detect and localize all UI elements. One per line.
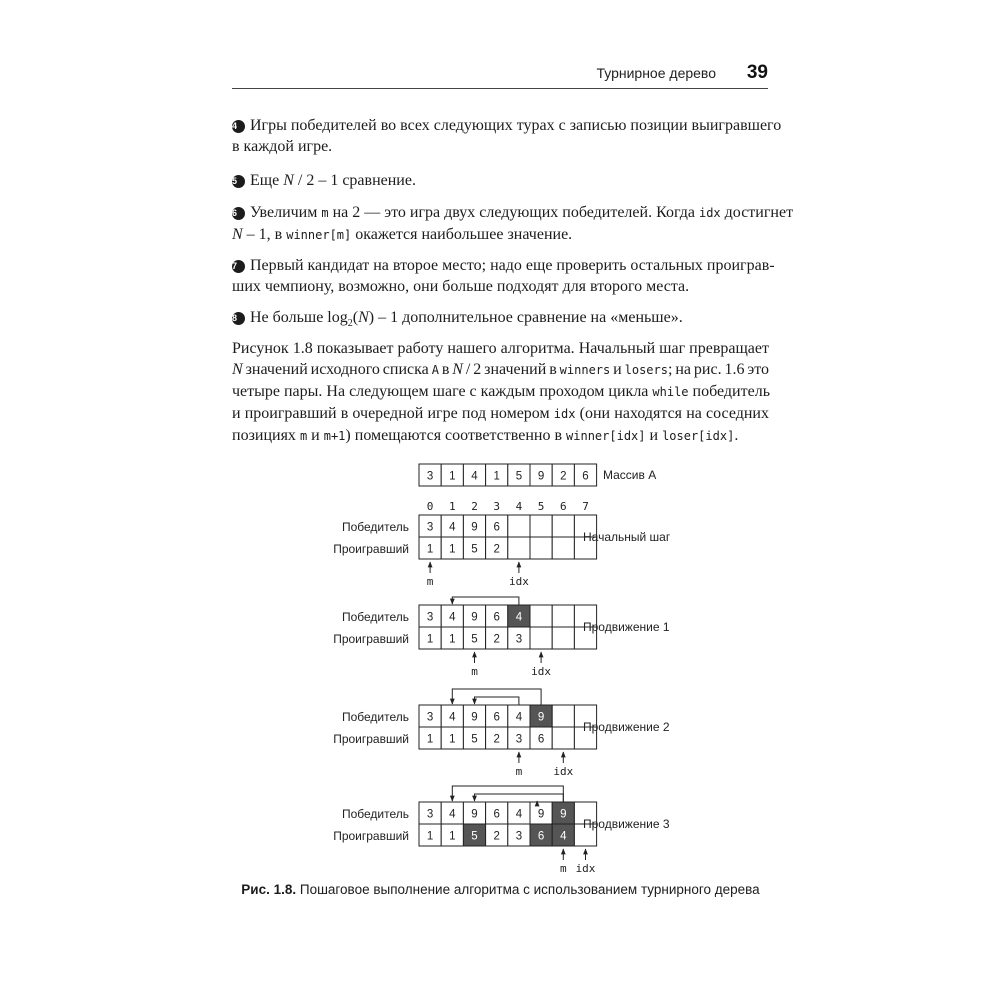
note-6-line-2: N – 1, в winner[m] окажется наибольшее значение. xyxy=(232,226,573,243)
step-0-loser-cell-6-box xyxy=(552,537,574,559)
step-2-loser-cell-6-box xyxy=(552,727,574,749)
step-0-loser-label: Проигравший xyxy=(333,542,409,556)
step-3-loser-cell-5-value: 6 xyxy=(537,830,545,843)
step-1-loser-label: Проигравший xyxy=(333,632,409,646)
index-label-3: 3 xyxy=(493,500,501,513)
step-2-promotion-arrow-1 xyxy=(475,697,519,705)
step-3-promotion-arrow-1 xyxy=(475,794,564,802)
note-5-line-1: 5 Еще N / 2 – 1 сравнение. xyxy=(232,172,416,189)
step-3-loser-cell-2-value: 5 xyxy=(471,830,478,843)
step-3-loser-cell-4-value: 3 xyxy=(515,830,523,843)
step-1-winner-cell-5-box xyxy=(530,605,552,627)
step-1-loser-cell-0-value: 1 xyxy=(426,633,434,646)
step-0-m-pointer-label: m xyxy=(426,575,434,588)
step-1-winner-cell-1-value: 4 xyxy=(449,611,456,624)
index-label-5: 5 xyxy=(537,500,545,513)
step-0-loser-cell-4-box xyxy=(508,537,530,559)
step-2-winner-cell-0-value: 3 xyxy=(426,711,434,724)
body-line-2: N значений исходного списка A в N / 2 значений в winners и losers; на рис. 1.6 это xyxy=(232,361,770,378)
array-a-cell-3-value: 1 xyxy=(493,470,500,483)
step-3-idx-pointer-label: idx xyxy=(575,862,596,875)
step-1-promotion-arrow-0 xyxy=(452,597,519,605)
step-1-idx-pointer-label: idx xyxy=(531,665,552,678)
array-a-cell-6-value: 2 xyxy=(560,470,567,483)
note-7 xyxy=(232,255,775,297)
note-6-line-1: 6 Увеличим m на 2 — это игра двух следующих победителей. Когда idx достигнет xyxy=(232,204,794,221)
step-2-winner-cell-4-value: 4 xyxy=(515,711,523,724)
note-7-number: 7 xyxy=(232,260,245,273)
step-2-winner-cell-3-value: 6 xyxy=(493,711,500,724)
step-1-loser-cell-2-value: 5 xyxy=(471,633,478,646)
body-line-4: и проигравший в очередной игре под номером idx (они находятся на соседних xyxy=(232,405,769,422)
array-a-cell-2-value: 4 xyxy=(471,470,478,483)
step-0-loser-cell-0-value: 1 xyxy=(426,543,434,556)
array-a-cell-5-value: 9 xyxy=(537,470,545,483)
step-2-winner-cell-6-box xyxy=(552,705,574,727)
step-0-winner-cell-5-box xyxy=(530,515,552,537)
step-3-loser-cell-0-value: 1 xyxy=(426,830,434,843)
step-3-label: Продвижение 3 xyxy=(583,817,670,831)
note-4-number: 4 xyxy=(232,120,245,133)
step-2-loser-cell-3-value: 2 xyxy=(493,733,500,746)
step-0-idx-pointer-label: idx xyxy=(508,575,529,588)
body-line-1: Рисунок 1.8 показывает работу нашего алгоритма. Начальный шаг превращает xyxy=(232,340,769,357)
page-number: 39 xyxy=(746,62,768,83)
step-0-winner-label: Победитель xyxy=(341,520,409,534)
note-8-number: 8 xyxy=(232,312,245,325)
step-3-promotion-arrow-2 xyxy=(537,801,545,802)
running-title: Турнирное дерево xyxy=(596,65,716,81)
index-label-1: 1 xyxy=(448,500,456,513)
array-a-cell-0-value: 3 xyxy=(426,470,434,483)
step-0-loser-cell-2-value: 5 xyxy=(471,543,478,556)
array-a-label: Массив А xyxy=(603,468,657,482)
step-2-winner-cell-1-value: 4 xyxy=(449,711,456,724)
note-4 xyxy=(232,115,782,157)
step-3-winner-cell-5-value: 9 xyxy=(537,808,545,821)
step-2-m-pointer-label: m xyxy=(515,765,523,778)
step-2-loser-cell-5-value: 6 xyxy=(537,733,545,746)
step-2-idx-pointer-label: idx xyxy=(553,765,574,778)
index-label-2: 2 xyxy=(471,500,478,513)
note-7-line-1: 7 Первый кандидат на второе место; надо еще проверить остальных проиграв- xyxy=(232,257,775,274)
step-2-loser-cell-4-value: 3 xyxy=(515,733,523,746)
array-a-cell-7-value: 6 xyxy=(582,470,589,483)
step-2-loser-cell-2-value: 5 xyxy=(471,733,478,746)
step-0-loser-cell-1-value: 1 xyxy=(449,543,456,556)
step-0-loser-cell-3-value: 2 xyxy=(493,543,500,556)
step-0-loser-cell-5-box xyxy=(530,537,552,559)
step-0-winner-cell-6-box xyxy=(552,515,574,537)
step-1-winner-label: Победитель xyxy=(341,610,409,624)
step-0-winner-cell-3-value: 6 xyxy=(493,521,500,534)
step-1-loser-cell-4-value: 3 xyxy=(515,633,523,646)
running-head xyxy=(232,60,768,89)
step-3-winner-cell-4-value: 4 xyxy=(515,808,523,821)
note-5-number: 5 xyxy=(232,175,245,188)
index-label-7: 7 xyxy=(582,500,589,513)
step-1-winner-cell-0-value: 3 xyxy=(426,611,434,624)
note-5 xyxy=(232,170,769,191)
note-7-line-2: ших чемпиону, возможно, они больше подходят для второго места. xyxy=(232,278,690,295)
step-1-label: Продвижение 1 xyxy=(583,620,670,634)
step-3-winner-cell-2-value: 9 xyxy=(471,808,478,821)
note-4-line-1: 4 Игры победителей во всех следующих турах с записью позиции выигравшего xyxy=(232,117,782,134)
step-1-loser-cell-3-value: 2 xyxy=(493,633,500,646)
note-4-line-2: в каждой игре. xyxy=(232,138,333,155)
step-1-winner-cell-6-box xyxy=(552,605,574,627)
step-0-winner-cell-0-value: 3 xyxy=(426,521,434,534)
step-2-winner-cell-5-value: 9 xyxy=(537,711,545,724)
step-3-winner-label: Победитель xyxy=(341,807,409,821)
step-2-loser-cell-0-value: 1 xyxy=(426,733,434,746)
step-1-winner-cell-2-value: 9 xyxy=(471,611,478,624)
step-3-loser-cell-6-value: 4 xyxy=(560,830,567,843)
step-3-winner-cell-1-value: 4 xyxy=(449,808,456,821)
body-line-5: позициях m и m+1) помещаются соответственно в winner[idx] и loser[idx]. xyxy=(232,427,739,444)
index-label-6: 6 xyxy=(559,500,567,513)
note-8-line-1: 8 Не больше $\log_2(N) - 1$ дополнительное сравнение на «меньше». xyxy=(232,309,683,330)
step-0-winner-cell-2-value: 9 xyxy=(471,521,478,534)
note-6 xyxy=(232,202,794,246)
step-0-label: Начальный шаг xyxy=(583,530,671,544)
step-3-loser-cell-1-value: 1 xyxy=(449,830,456,843)
step-2-loser-cell-1-value: 1 xyxy=(449,733,456,746)
step-1-loser-cell-1-value: 1 xyxy=(449,633,456,646)
tournament-tree-figure xyxy=(0,450,1000,880)
step-0-winner-cell-4-box xyxy=(508,515,530,537)
note-8 xyxy=(232,307,769,328)
step-1-m-pointer-label: m xyxy=(471,665,478,678)
step-1-loser-cell-6-box xyxy=(552,627,574,649)
step-2-label: Продвижение 2 xyxy=(583,720,670,734)
index-label-4: 4 xyxy=(515,500,523,513)
step-1-loser-cell-5-box xyxy=(530,627,552,649)
step-3-winner-cell-3-value: 6 xyxy=(493,808,500,821)
figure-caption-text: Пошаговое выполнение алгоритма с использованием турнирного дерева xyxy=(296,882,760,897)
step-0-winner-cell-1-value: 4 xyxy=(449,521,456,534)
figure-caption xyxy=(232,882,769,897)
figure-caption-label: Рис. 1.8. xyxy=(241,882,297,897)
step-3-winner-cell-6-value: 9 xyxy=(560,808,567,821)
step-3-loser-cell-3-value: 2 xyxy=(493,830,500,843)
array-a-cell-4-value: 5 xyxy=(515,470,523,483)
step-2-winner-cell-2-value: 9 xyxy=(471,711,478,724)
step-2-winner-label: Победитель xyxy=(341,710,409,724)
step-1-winner-cell-4-value: 4 xyxy=(515,611,523,624)
note-6-number: 6 xyxy=(232,207,245,220)
body-paragraph xyxy=(232,338,769,447)
index-label-0: 0 xyxy=(426,500,434,513)
step-3-m-pointer-label: m xyxy=(559,862,567,875)
step-2-loser-label: Проигравший xyxy=(333,732,409,746)
body-line-3: четыре пары. На следующем шаге с каждым проходом цикла while победитель xyxy=(232,383,770,400)
step-1-winner-cell-3-value: 6 xyxy=(493,611,500,624)
array-a-cell-1-value: 1 xyxy=(449,470,456,483)
step-3-winner-cell-0-value: 3 xyxy=(426,808,434,821)
step-3-loser-label: Проигравший xyxy=(333,829,409,843)
